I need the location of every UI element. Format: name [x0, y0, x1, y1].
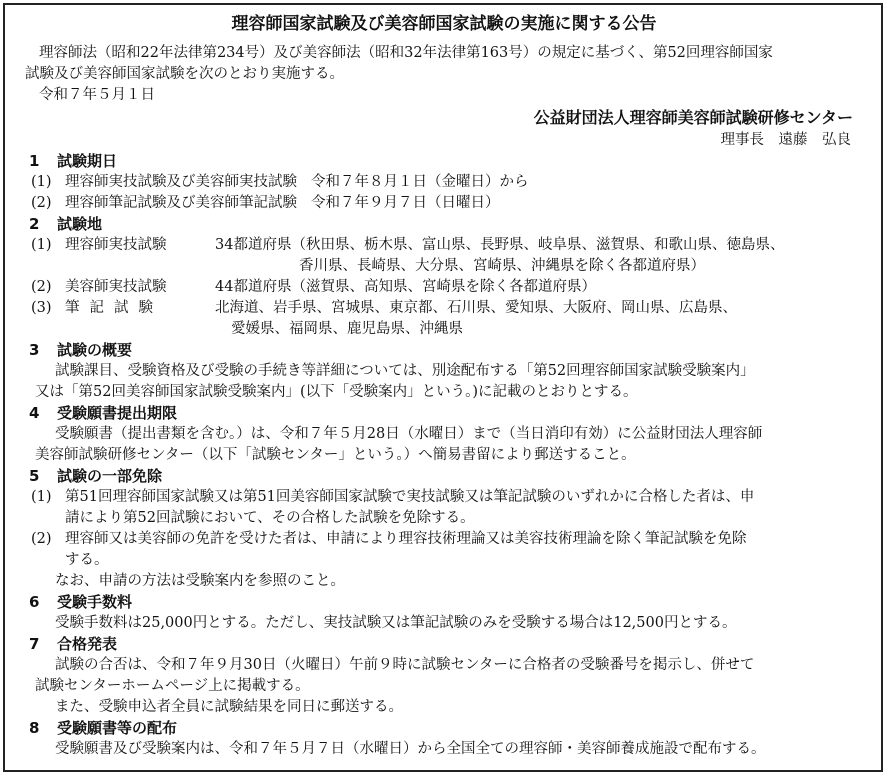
section-results-announcement: [25, 634, 863, 655]
section-exam-fee: [25, 592, 863, 613]
section-number: 6: [29, 593, 40, 611]
issuer-organization: 公益財団法人理容師美容師試験研修センター: [533, 108, 853, 127]
exam-location-item: [25, 298, 863, 319]
item-number: (3): [31, 300, 52, 316]
section-number: 8: [29, 719, 40, 737]
section-text: 試験課目、受験資格及び受験の手続き等詳細については、別途配布する「第52回理容師国家試験受験案内」: [55, 363, 755, 379]
section-text: 又は「第52回美容師国家試験受験案内」(以下「受験案内」という。)に記載のとおりとする。: [35, 384, 638, 400]
notice-date: 令和７年５月１日: [39, 87, 155, 103]
item-value: 香川県、長崎県、大分県、宮崎県、沖縄県を除く各都道府県）: [299, 258, 705, 274]
item-value: 令和７年８月１日（金曜日）から: [311, 174, 529, 190]
section-number: 5: [29, 467, 40, 485]
item-label: 筆記試験: [65, 300, 163, 316]
section-heading: 試験の概要: [57, 341, 133, 359]
section-number: 4: [29, 404, 40, 422]
item-label: 理容師実技試験: [65, 237, 167, 253]
exam-location-item: [25, 235, 863, 256]
section-exam-overview: [25, 340, 863, 361]
exam-date-item: [25, 172, 863, 193]
exam-date-item: [25, 193, 863, 214]
section-heading: 試験期日: [57, 152, 118, 170]
notice-title: 理容師国家試験及び美容師国家試験の実施に関する公告: [231, 14, 657, 34]
section-number: 7: [29, 635, 40, 653]
item-number: (2): [31, 531, 52, 547]
issuer-chairman: 理事長 遠藤 弘良: [720, 132, 851, 148]
section-text: 試験の合否は、令和７年９月30日（火曜日）午前９時に試験センターに合格者の受験番号を掲示し、併せて: [55, 657, 755, 673]
section-number: 3: [29, 341, 40, 359]
item-value: 北海道、岩手県、宮城県、東京都、石川県、愛知県、大阪府、岡山県、広島県、: [215, 300, 737, 316]
item-value: 34都道府県（秋田県、栃木県、富山県、長野県、岐阜県、滋賀県、和歌山県、徳島県、: [215, 237, 785, 253]
exemption-item: [25, 529, 863, 550]
item-value: 令和７年９月７日（日曜日）: [311, 195, 500, 211]
section-heading: 受験願書提出期限: [57, 404, 178, 422]
section-note: なお、申請の方法は受験案内を参照のこと。: [55, 573, 345, 589]
item-text: 請により第52回試験において、その合格した試験を免除する。: [65, 510, 475, 526]
item-number: (1): [31, 174, 52, 190]
exemption-item: [25, 487, 863, 508]
section-heading: 試験の一部免除: [57, 467, 163, 485]
item-number: (1): [31, 237, 52, 253]
item-text: する。: [65, 552, 109, 568]
section-heading: 合格発表: [57, 635, 118, 653]
section-text: 美容師試験研修センター（以下「試験センター」という。）へ簡易書留により郵送すること。: [35, 447, 636, 463]
intro-line-1: 理容師法（昭和22年法律第234号）及び美容師法（昭和32年法律第163号）の規定に基づく、第52回理容師国家: [39, 45, 773, 61]
section-exam-locations: [25, 214, 863, 235]
section-text: また、受験申込者全員に試験結果を同日に郵送する。: [55, 699, 403, 715]
section-heading: 受験願書等の配布: [57, 719, 178, 737]
public-notice: [3, 3, 883, 772]
item-label: 理容師実技試験及び美容師実技試験: [65, 174, 297, 190]
item-value: 44都道府県（滋賀県、高知県、宮崎県を除く各都道府県）: [215, 279, 596, 295]
section-text: 受験願書（提出書類を含む。）は、令和７年５月28日（水曜日）まで（当日消印有効）に公益財団法人理容師: [55, 426, 763, 442]
section-application-deadline: [25, 403, 863, 424]
item-text: 理容師又は美容師の免許を受けた者は、申請により理容技術理論又は美容技術理論を除く筆記試験を免除: [65, 531, 747, 547]
item-value: 愛媛県、福岡県、鹿児島県、沖縄県: [231, 321, 463, 337]
item-number: (2): [31, 195, 52, 211]
item-value-continued: [25, 319, 863, 340]
section-text: 受験手数料は25,000円とする。ただし、実技試験又は筆記試験のみを受験する場合は12,500円とする。: [55, 615, 737, 631]
item-value-continued: [25, 256, 863, 277]
section-heading: 受験手数料: [57, 593, 133, 611]
item-number: (1): [31, 489, 52, 505]
section-number: 2: [29, 215, 40, 233]
section-text: 受験願書及び受験案内は、令和７年５月７日（水曜日）から全国全ての理容師・美容師養成施設で配布する。: [55, 741, 766, 757]
section-partial-exemption: [25, 466, 863, 487]
section-exam-dates: [25, 151, 863, 172]
item-label: 美容師実技試験: [65, 279, 167, 295]
section-number: 1: [29, 152, 40, 170]
section-heading: 試験地: [57, 215, 103, 233]
item-text: 第51回理容師国家試験又は第51回美容師国家試験で実技試験又は筆記試験のいずれかに合格した者は、申: [65, 489, 755, 505]
item-label: 理容師筆記試験及び美容師筆記試験: [65, 195, 297, 211]
exam-location-item: [25, 277, 863, 298]
item-number: (2): [31, 279, 52, 295]
section-text: 試験センターホームページ上に掲載する。: [35, 678, 310, 694]
intro-line-2: 試験及び美容師国家試験を次のとおり実施する。: [25, 66, 344, 82]
section-distribution: [25, 718, 863, 739]
